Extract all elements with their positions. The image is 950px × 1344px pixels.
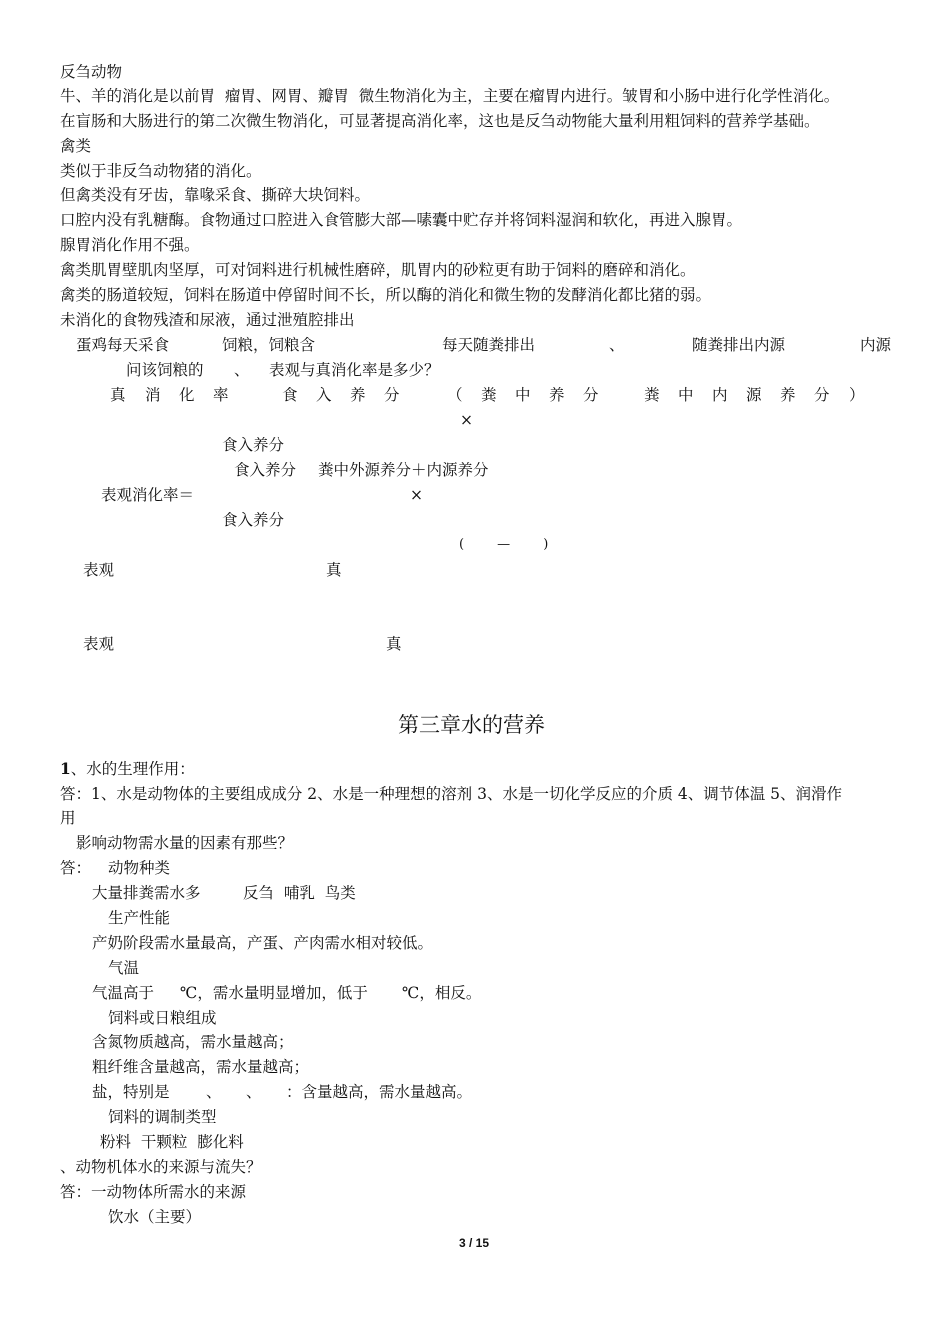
answer-text: 答：1、水是动物体的主要组成成分 2、水是一种理想的溶剂 3、水是一切化学反应的介质 4、调节体温 5、润滑作 xyxy=(60,785,843,803)
formula-char: 粪 xyxy=(481,386,497,404)
result-label: 表观 xyxy=(83,635,115,653)
question-text: 表观与真消化率是多少？ xyxy=(269,361,440,379)
text-line: 禽类肌胃壁肌肉坚厚，可对饲料进行机械性磨碎，肌胃内的砂粒更有助于饲料的磨碎和消化。 xyxy=(60,261,696,279)
answer-label: 答： xyxy=(60,859,92,877)
text-line: 类似于非反刍动物猪的消化。 xyxy=(60,162,262,180)
formula-char: 养 xyxy=(350,386,366,404)
formula-text: 食入养分 xyxy=(234,461,297,479)
formula-char: 内 xyxy=(712,386,728,404)
times-symbol: × xyxy=(460,411,473,429)
formula-char: ） xyxy=(849,386,865,404)
formula-char: 分 xyxy=(583,386,599,404)
text-line: 反刍动物 xyxy=(60,63,123,81)
page-number: 3 / 15 xyxy=(459,1236,490,1250)
answer-text: 答：一动物体所需水的来源 xyxy=(60,1183,247,1201)
formula-text: 食入养分 xyxy=(222,511,285,529)
formula-char: 中 xyxy=(515,386,531,404)
question-text: 蛋鸡每天采食 xyxy=(76,336,170,354)
formula-text: 粪中外源养分＋内源养分 xyxy=(318,461,489,479)
factor-heading: 饲料或日粮组成 xyxy=(108,1009,217,1027)
text-line: 在盲肠和大肠进行的第二次微生物消化，可显著提高消化率，这也是反刍动物能大量利用粗饲料的营养学基础。 xyxy=(60,112,820,130)
formula-label: 表观消化率＝ xyxy=(101,486,195,504)
formula-char: 化 xyxy=(179,386,195,404)
result-label: 真 xyxy=(386,635,402,653)
formula-char: 分 xyxy=(814,386,830,404)
question-text: 内源 xyxy=(860,336,892,354)
formula-char: 食 xyxy=(282,386,298,404)
factor-detail: 反刍 哺乳 鸟类 xyxy=(243,884,356,902)
factor-detail: ：含量越高，需水量越高。 xyxy=(286,1083,473,1101)
times-symbol: × xyxy=(410,486,423,504)
question-text: 、动物机体水的来源与流失？ xyxy=(60,1158,262,1176)
formula-char: 源 xyxy=(746,386,762,404)
formula-char: 率 xyxy=(213,386,229,404)
formula-text: 食入养分 xyxy=(222,436,285,454)
formula-char: 养 xyxy=(780,386,796,404)
answer-text: 用 xyxy=(60,809,76,827)
factor-heading: 饲料的调制类型 xyxy=(108,1108,217,1126)
formula-char: （ xyxy=(447,386,463,404)
formula-char: 分 xyxy=(384,386,400,404)
question-text: 饲粮，饲粮含 xyxy=(222,336,316,354)
text-line: 牛、羊的消化是以前胃 瘤胃、网胃、瓣胃 微生物消化为主，主要在瘤胃内进行。皱胃和小肠中进行化学性消化。 xyxy=(60,87,840,105)
text-line: 口腔内没有乳糖酶。食物通过口腔进入食管膨大部—嗉囊中贮存并将饲料湿润和软化，再进入腺胃。 xyxy=(60,211,743,229)
factor-detail: 、 xyxy=(206,1083,222,1101)
factor-detail: 、 xyxy=(246,1083,262,1101)
text-line: 禽类的肠道较短，饲料在肠道中停留时间不长，所以酶的消化和微生物的发酵消化都比猪的弱。 xyxy=(60,286,712,304)
question-text: 影响动物需水量的因素有那些？ xyxy=(76,834,294,852)
factor-detail: 含氮物质越高，需水量越高； xyxy=(92,1033,294,1051)
factor-detail: 粉料 干颗粒 膨化料 xyxy=(100,1133,244,1151)
result-label: 表观 xyxy=(83,561,115,579)
question-text: 、水的生理作用： xyxy=(70,760,195,778)
formula-char: 中 xyxy=(678,386,694,404)
factor-heading: 动物种类 xyxy=(108,859,171,877)
formula-char: 真 xyxy=(110,386,126,404)
text-line: 未消化的食物残渣和尿液，通过泄殖腔排出 xyxy=(60,311,355,329)
factor-detail: 盐，特别是 xyxy=(92,1083,170,1101)
question-heading xyxy=(60,759,195,779)
chapter-title: 第三章水的营养 xyxy=(398,713,545,737)
factor-heading: 生产性能 xyxy=(108,909,171,927)
factor-detail: ℃，需水量明显增加，低于 xyxy=(180,984,368,1002)
text-line: 禽类 xyxy=(60,137,92,155)
factor-heading: 气温 xyxy=(108,959,140,977)
factor-detail: 产奶阶段需水量最高，产蛋、产肉需水相对较低。 xyxy=(92,934,434,952)
question-text: 随粪排出内源 xyxy=(692,336,786,354)
formula-char: 消 xyxy=(145,386,161,404)
text-line: 但禽类没有牙齿，靠喙采食、撕碎大块饲料。 xyxy=(60,186,371,204)
formula-text: ( — ) xyxy=(459,537,549,552)
text-line: 腺胃消化作用不强。 xyxy=(60,236,200,254)
factor-detail: 大量排粪需水多 xyxy=(92,884,201,902)
formula-char: 养 xyxy=(549,386,565,404)
factor-detail: 粗纤维含量越高，需水量越高； xyxy=(92,1058,310,1076)
formula-char: 粪 xyxy=(644,386,660,404)
factor-detail: 气温高于 xyxy=(92,984,155,1002)
question-number: 1 xyxy=(60,759,71,778)
formula-char: 入 xyxy=(316,386,332,404)
question-text: 每天随粪排出 xyxy=(442,336,536,354)
question-text: 、 xyxy=(609,336,625,354)
question-text: 问该饲粮的 xyxy=(126,361,204,379)
factor-detail: ℃，相反。 xyxy=(402,984,482,1002)
question-text: 、 xyxy=(234,361,250,379)
answer-text: 饮水（主要） xyxy=(108,1208,202,1226)
result-label: 真 xyxy=(326,561,342,579)
